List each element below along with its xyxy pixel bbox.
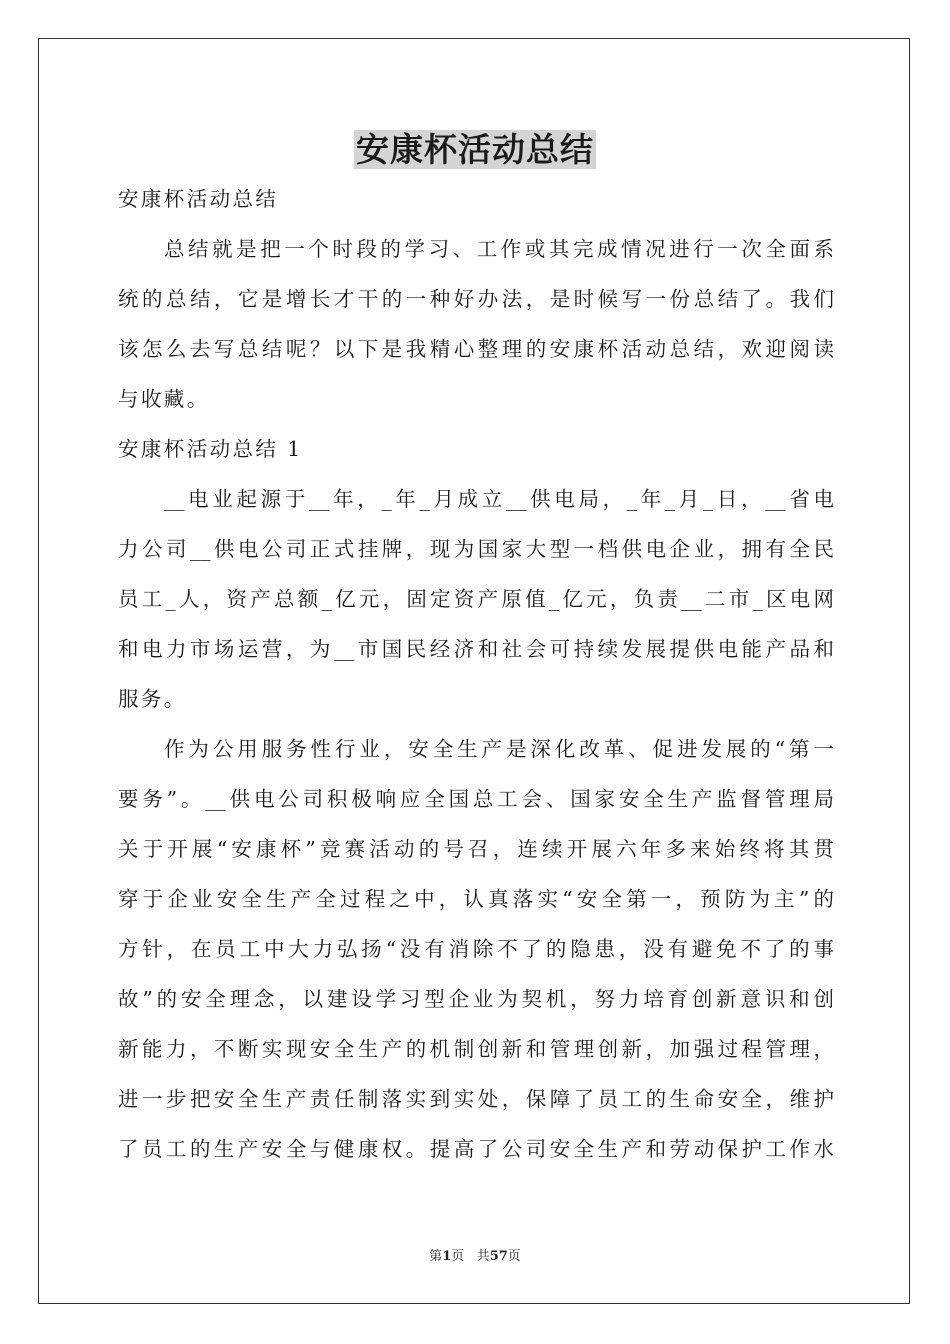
document-title-text: 安康杯活动总结 xyxy=(356,130,594,169)
paragraph-line: 员工_人，资产总额_亿元，固定资产原值_亿元，负责__二市_区电网 xyxy=(118,587,834,611)
paragraph-line: 故”的安全理念，以建设学习型企业为契机，努力培育创新意识和创 xyxy=(118,987,834,1011)
paragraph-line: 关于开展“安康杯”竞赛活动的号召，连续开展六年多来始终将其贯 xyxy=(118,837,834,861)
paragraph-line: 作为公用服务性行业，安全生产是深化改革、促进发展的“第一 xyxy=(164,737,834,761)
footer-page-number: 1 xyxy=(442,1249,452,1264)
page-border xyxy=(38,38,910,1304)
intro-line: 总结就是把一个时段的学习、工作或其完成情况进行一次全面系 xyxy=(164,237,834,261)
paragraph-line: 要务”。__供电公司积极响应全国总工会、国家安全生产监督管理局 xyxy=(118,787,834,811)
document-subtitle: 安康杯活动总结 xyxy=(118,187,279,211)
paragraph-line: 穿于企业安全生产全过程之中，认真落实“安全第一，预防为主”的 xyxy=(118,887,834,911)
intro-line: 该怎么去写总结呢？以下是我精心整理的安康杯活动总结，欢迎阅读 xyxy=(118,337,834,361)
paragraph-line: 方针，在员工中大力弘扬“没有消除不了的隐患，没有避免不了的事 xyxy=(118,937,834,961)
page-footer xyxy=(0,1248,950,1266)
document-title xyxy=(0,126,950,174)
paragraph-line: 进一步把安全生产责任制落实到实处，保障了员工的生命安全，维护 xyxy=(118,1087,834,1111)
paragraph-line: 服务。 xyxy=(118,687,187,711)
paragraph-line: 了员工的生产安全与健康权。提高了公司安全生产和劳动保护工作水 xyxy=(118,1137,834,1161)
footer-page-suffix: 页 xyxy=(451,1249,465,1264)
footer-page-prefix: 第 xyxy=(429,1249,443,1264)
intro-line: 统的总结，它是增长才干的一种好办法，是时候写一份总结了。我们 xyxy=(118,287,834,311)
footer-total-prefix: 共 xyxy=(476,1249,490,1264)
footer-total-suffix: 页 xyxy=(507,1249,521,1264)
paragraph-line: 和电力市场运营，为__市国民经济和社会可持续发展提供电能产品和 xyxy=(118,637,834,661)
section-heading: 安康杯活动总结 1 xyxy=(118,437,303,461)
paragraph-line: __电业起源于__年，_年_月成立__供电局，_年_月_日，__省电 xyxy=(164,487,834,511)
footer-total-pages: 57 xyxy=(489,1249,508,1264)
paragraph-line: 新能力，不断实现安全生产的机制创新和管理创新，加强过程管理， xyxy=(118,1037,834,1061)
intro-line: 与收藏。 xyxy=(118,387,210,411)
paragraph-line: 力公司__供电公司正式挂牌，现为国家大型一档供电企业，拥有全民 xyxy=(118,537,834,561)
